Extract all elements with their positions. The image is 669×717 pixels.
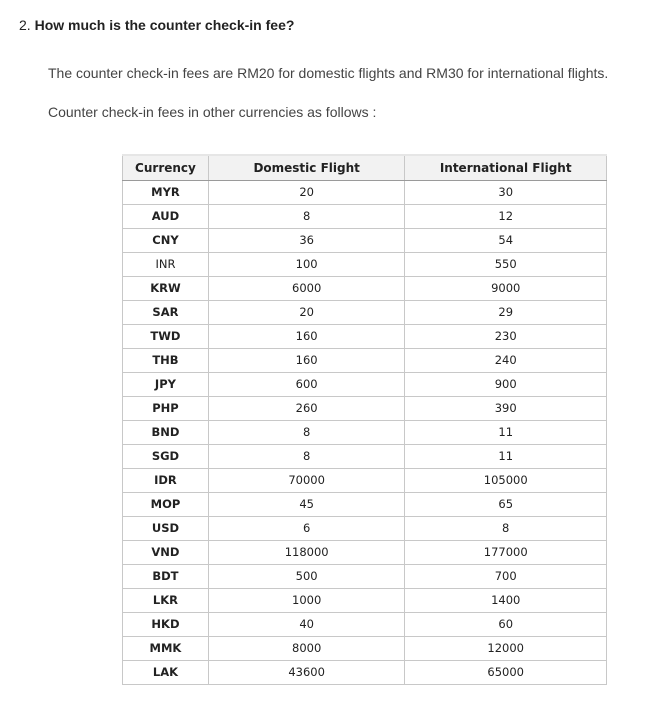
international-fee-cell: 65 [405, 493, 607, 517]
faq-question [19, 17, 294, 33]
international-fee-cell: 30 [405, 181, 607, 205]
table-row [123, 205, 607, 229]
international-fee-cell: 12000 [405, 637, 607, 661]
currency-cell: MMK [123, 637, 209, 661]
international-fee-cell: 65000 [405, 661, 607, 685]
table-row [123, 349, 607, 373]
table-row [123, 229, 607, 253]
other-currencies-paragraph: Counter check-in fees in other currencies as follows : [48, 104, 377, 120]
currency-cell: JPY [123, 373, 209, 397]
currency-cell: PHP [123, 397, 209, 421]
domestic-fee-cell: 36 [208, 229, 405, 253]
currency-cell: AUD [123, 205, 209, 229]
domestic-fee-cell: 8000 [208, 637, 405, 661]
domestic-fee-cell: 600 [208, 373, 405, 397]
currency-cell: IDR [123, 469, 209, 493]
currency-cell: CNY [123, 229, 209, 253]
table-row [123, 637, 607, 661]
header-domestic: Domestic Flight [208, 155, 405, 181]
fee-table-body [123, 181, 607, 685]
domestic-fee-cell: 6000 [208, 277, 405, 301]
currency-cell: VND [123, 541, 209, 565]
domestic-fee-cell: 43600 [208, 661, 405, 685]
domestic-fee-cell: 40 [208, 613, 405, 637]
table-row [123, 445, 607, 469]
table-row [123, 277, 607, 301]
table-row [123, 373, 607, 397]
currency-cell: HKD [123, 613, 209, 637]
international-fee-cell: 29 [405, 301, 607, 325]
header-international: International Flight [405, 155, 607, 181]
international-fee-cell: 900 [405, 373, 607, 397]
currency-cell: TWD [123, 325, 209, 349]
table-row [123, 253, 607, 277]
question-number: 2. [19, 17, 31, 33]
table-row [123, 181, 607, 205]
domestic-fee-cell: 160 [208, 325, 405, 349]
table-row [123, 325, 607, 349]
currency-cell: KRW [123, 277, 209, 301]
table-row [123, 661, 607, 685]
table-row [123, 541, 607, 565]
domestic-fee-cell: 100 [208, 253, 405, 277]
international-fee-cell: 1400 [405, 589, 607, 613]
international-fee-cell: 105000 [405, 469, 607, 493]
currency-cell: LKR [123, 589, 209, 613]
currency-cell: SAR [123, 301, 209, 325]
currency-cell: USD [123, 517, 209, 541]
currency-cell: INR [123, 253, 209, 277]
international-fee-cell: 390 [405, 397, 607, 421]
domestic-fee-cell: 260 [208, 397, 405, 421]
domestic-fee-cell: 500 [208, 565, 405, 589]
international-fee-cell: 177000 [405, 541, 607, 565]
question-text: How much is the counter check-in fee? [34, 17, 295, 33]
domestic-fee-cell: 20 [208, 301, 405, 325]
domestic-fee-cell: 45 [208, 493, 405, 517]
domestic-fee-cell: 6 [208, 517, 405, 541]
domestic-fee-cell: 160 [208, 349, 405, 373]
domestic-fee-cell: 20 [208, 181, 405, 205]
domestic-fee-cell: 1000 [208, 589, 405, 613]
domestic-fee-cell: 8 [208, 421, 405, 445]
international-fee-cell: 11 [405, 421, 607, 445]
fee-table [122, 154, 607, 685]
table-row [123, 421, 607, 445]
table-row [123, 493, 607, 517]
table-row [123, 613, 607, 637]
domestic-fee-cell: 8 [208, 445, 405, 469]
international-fee-cell: 12 [405, 205, 607, 229]
currency-cell: BND [123, 421, 209, 445]
table-row [123, 469, 607, 493]
currency-cell: MYR [123, 181, 209, 205]
international-fee-cell: 550 [405, 253, 607, 277]
table-row [123, 517, 607, 541]
currency-cell: BDT [123, 565, 209, 589]
table-row [123, 301, 607, 325]
table-row [123, 589, 607, 613]
international-fee-cell: 60 [405, 613, 607, 637]
table-row [123, 565, 607, 589]
international-fee-cell: 230 [405, 325, 607, 349]
domestic-fee-cell: 8 [208, 205, 405, 229]
header-currency: Currency [123, 155, 209, 181]
fee-table-header [123, 155, 607, 181]
international-fee-cell: 700 [405, 565, 607, 589]
table-row [123, 397, 607, 421]
currency-cell: LAK [123, 661, 209, 685]
currency-cell: SGD [123, 445, 209, 469]
international-fee-cell: 54 [405, 229, 607, 253]
international-fee-cell: 8 [405, 517, 607, 541]
fee-intro-paragraph: The counter check-in fees are RM20 for domestic flights and RM30 for international flights. [48, 65, 609, 81]
international-fee-cell: 240 [405, 349, 607, 373]
domestic-fee-cell: 118000 [208, 541, 405, 565]
international-fee-cell: 11 [405, 445, 607, 469]
international-fee-cell: 9000 [405, 277, 607, 301]
header-row [123, 155, 607, 181]
domestic-fee-cell: 70000 [208, 469, 405, 493]
currency-cell: THB [123, 349, 209, 373]
currency-cell: MOP [123, 493, 209, 517]
